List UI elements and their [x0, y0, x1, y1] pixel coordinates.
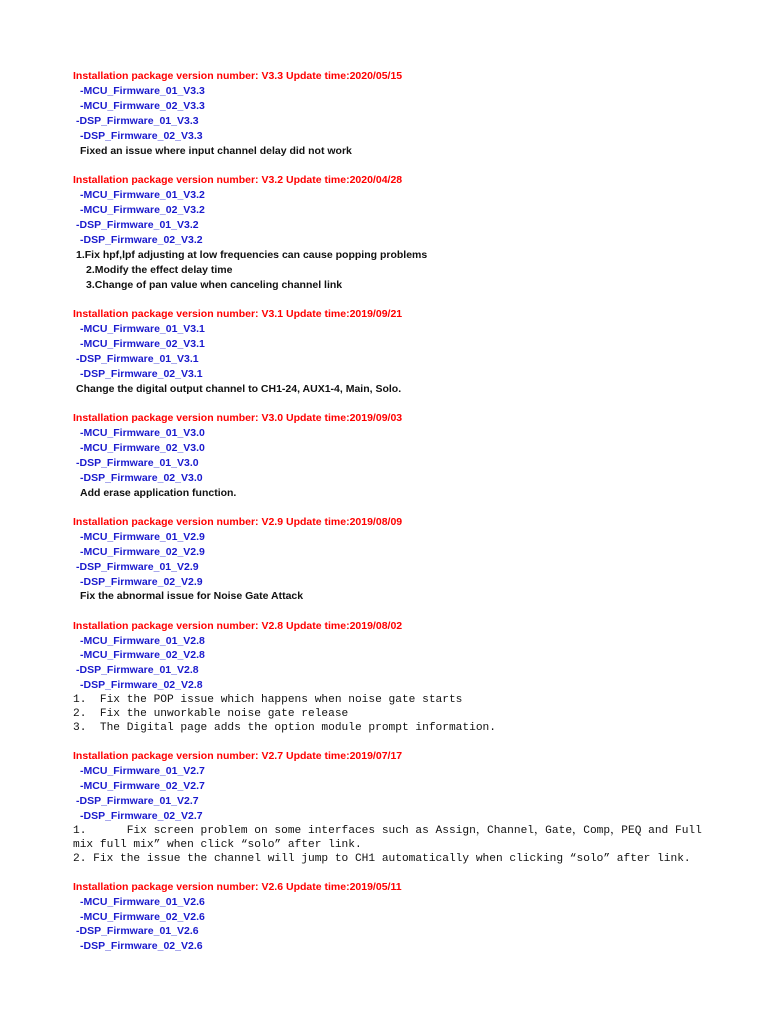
version-header: Installation package version number: V2.6 Update time:2019/05/11 — [73, 881, 402, 893]
firmware-item: -MCU_Firmware_02_V3.2 — [80, 204, 205, 216]
firmware-item: -DSP_Firmware_02_V2.6 — [80, 940, 203, 952]
firmware-item: -DSP_Firmware_02_V2.8 — [80, 679, 203, 691]
firmware-item: -MCU_Firmware_01_V3.0 — [80, 427, 205, 439]
firmware-item: -MCU_Firmware_01_V2.9 — [80, 531, 205, 543]
firmware-item: -DSP_Firmware_01_V3.1 — [76, 353, 199, 365]
firmware-item: -DSP_Firmware_01_V2.8 — [76, 664, 199, 676]
change-note: Fixed an issue where input channel delay did not work — [80, 145, 352, 157]
change-note: Add erase application function. — [80, 487, 237, 499]
firmware-item: -DSP_Firmware_02_V3.1 — [80, 368, 203, 380]
firmware-item: -DSP_Firmware_02_V3.2 — [80, 234, 203, 246]
firmware-item: -MCU_Firmware_02_V2.8 — [80, 649, 205, 661]
change-note: mix full mix” when click “solo” after link. — [73, 839, 362, 851]
version-header: Installation package version number: V3.0 Update time:2019/09/03 — [73, 412, 403, 424]
firmware-item: -MCU_Firmware_02_V3.0 — [80, 442, 205, 454]
change-note: 2.Modify the effect delay time — [86, 264, 233, 276]
firmware-item: -DSP_Firmware_02_V3.3 — [80, 130, 203, 142]
change-note: 1. Fix the POP issue which happens when noise gate starts — [73, 694, 463, 706]
firmware-item: -MCU_Firmware_01_V2.6 — [80, 896, 205, 908]
version-header: Installation package version number: V2.8 Update time:2019/08/02 — [73, 620, 403, 632]
change-note: 1. Fix screen problem on some interfaces such as Assign，Channel，Gate，Comp，PEQ and Full — [73, 825, 702, 837]
change-note: 3. The Digital page adds the option module prompt information. — [73, 722, 496, 734]
firmware-item: -MCU_Firmware_01_V2.8 — [80, 635, 205, 647]
firmware-item: -MCU_Firmware_01_V3.2 — [80, 189, 205, 201]
firmware-item: -DSP_Firmware_01_V2.9 — [76, 561, 199, 573]
firmware-item: -MCU_Firmware_02_V3.1 — [80, 338, 205, 350]
firmware-item: -DSP_Firmware_01_V3.2 — [76, 219, 199, 231]
firmware-item: -DSP_Firmware_02_V3.0 — [80, 472, 203, 484]
change-note: 2. Fix the unworkable noise gate release — [73, 708, 349, 720]
version-header: Installation package version number: V2.9 Update time:2019/08/09 — [73, 516, 403, 528]
firmware-item: -MCU_Firmware_02_V2.9 — [80, 546, 205, 558]
firmware-item: -DSP_Firmware_02_V2.7 — [80, 810, 203, 822]
firmware-item: -MCU_Firmware_02_V2.6 — [80, 911, 205, 923]
version-header: Installation package version number: V3.1 Update time:2019/09/21 — [73, 308, 403, 320]
change-note: Fix the abnormal issue for Noise Gate Attack — [80, 590, 304, 602]
version-header: Installation package version number: V2.7 Update time:2019/07/17 — [73, 750, 403, 762]
firmware-item: -DSP_Firmware_01_V3.0 — [76, 457, 199, 469]
firmware-item: -MCU_Firmware_02_V3.3 — [80, 100, 205, 112]
firmware-item: -MCU_Firmware_02_V2.7 — [80, 780, 205, 792]
firmware-item: -DSP_Firmware_01_V2.7 — [76, 795, 199, 807]
version-header: Installation package version number: V3.3 Update time:2020/05/15 — [73, 70, 403, 82]
firmware-item: -MCU_Firmware_01_V3.1 — [80, 323, 205, 335]
firmware-item: -DSP_Firmware_01_V2.6 — [76, 925, 199, 937]
firmware-item: -DSP_Firmware_01_V3.3 — [76, 115, 199, 127]
firmware-item: -DSP_Firmware_02_V2.9 — [80, 576, 203, 588]
firmware-item: -MCU_Firmware_01_V3.3 — [80, 85, 205, 97]
version-header: Installation package version number: V3.2 Update time:2020/04/28 — [73, 174, 403, 186]
change-note: Change the digital output channel to CH1-24, AUX1-4, Main, Solo. — [76, 383, 402, 395]
change-note: 3.Change of pan value when canceling channel link — [86, 279, 343, 291]
change-note: 1.Fix hpf,lpf adjusting at low frequencies can cause popping problems — [76, 249, 428, 261]
change-note: 2. Fix the issue the channel will jump to CH1 automatically when clicking “solo” after link. — [73, 853, 691, 865]
firmware-item: -MCU_Firmware_01_V2.7 — [80, 765, 205, 777]
